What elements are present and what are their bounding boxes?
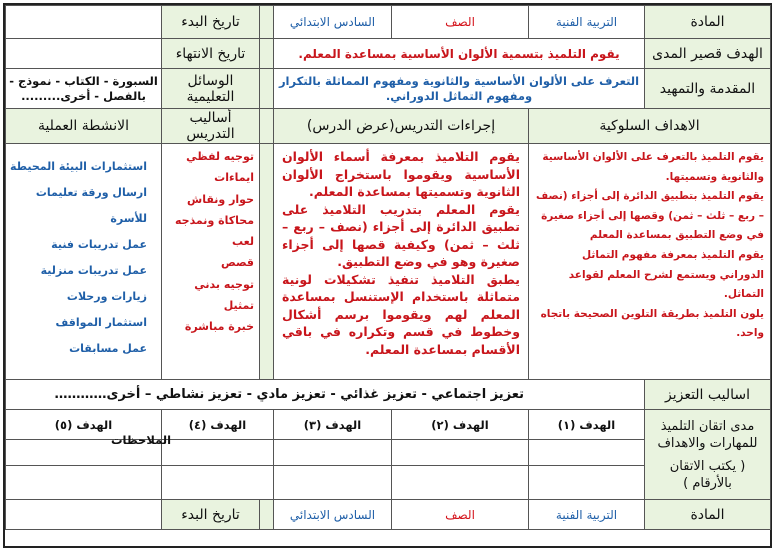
reinforcement-value: تعزيز اجتماعي - تعزيز غذائي - تعزيز مادي - تعزيز نشاطي – أخرى………… xyxy=(6,380,645,410)
spacer-cell xyxy=(260,39,274,69)
behavioral-goal-item: يقوم التلميذ بتطبيق الدائرة إلى أجزاء (نصف – ربع – ثلث – ثمن) وقصها إلى أجزاء صغيرة في وضع التطبيق بمساعدة المعلم xyxy=(535,190,764,242)
activity-item: عمل تدريبات منزلية xyxy=(40,264,147,277)
short-goal-value: يقوم التلميذ بتسمية الألوان الأساسية بمساعدة المعلم. xyxy=(274,39,645,69)
behavioral-goal-item: يقوم التلميذ بالتعرف على الألوان الأساسية والثانوية وتسميتها. xyxy=(542,151,764,183)
procedures-header: إجراءات التدريس(عرض الدرس) xyxy=(274,109,529,144)
goal-4-extra xyxy=(162,466,274,500)
activity-item: استثمار المواقف xyxy=(55,316,147,329)
class-value: السادس الابتدائي xyxy=(274,6,392,39)
method-item: حوار ونقاش xyxy=(187,192,254,206)
method-item: محاكاة ونمذجه xyxy=(174,213,254,227)
goal-1-extra xyxy=(529,466,645,500)
aids-value: السبورة - الكتاب - نموذج - بالفصل - أخرى......... xyxy=(6,69,162,109)
activities-header: الانشطة العملية xyxy=(6,109,162,144)
spacer-cell xyxy=(260,144,274,380)
mastery-label: مدى اتقان التلميذ للمهارات والاهداف xyxy=(657,418,758,451)
goal-2-score xyxy=(392,440,529,466)
lesson-plan-frame xyxy=(3,3,772,548)
bottom-class-value: السادس الابتدائي xyxy=(274,500,392,530)
goal-3-header: الهدف (٣) xyxy=(274,410,392,440)
end-date-label: تاريخ الانتهاء xyxy=(162,39,260,69)
goal-3-score xyxy=(274,440,392,466)
method-item: تمثيل xyxy=(223,299,254,313)
procedure-item: يطبق التلاميذ تنفيذ تشكيلات لونية متماثلة باستخدام الإستنسل بمساعدة المعلم لهم ويقوموا برسم أشكال وخطوط في قسم وتكراره في باقي الأقسام بمساعدة المعلم. xyxy=(282,271,520,357)
aids-label: الوسائل التعليمية xyxy=(162,69,260,109)
spacer-cell xyxy=(260,6,274,39)
subject-value: التربية الفنية xyxy=(529,6,645,39)
bottom-start-date-label: تاريخ البدء xyxy=(162,500,260,530)
start-date-value xyxy=(6,6,162,39)
procedures-list xyxy=(274,144,529,380)
spacer-cell xyxy=(260,109,274,144)
bottom-subject-value: التربية الفنية xyxy=(529,500,645,530)
activity-item: ارسال ورقة تعليمات للأسرة xyxy=(35,186,147,225)
spacer-cell xyxy=(260,500,274,530)
procedure-item: يقوم المعلم بتدريب التلاميذ على تطبيق الدائرة إلى أجزاء (نصف – ربع – ثلث – ثمن) وكيفية قصها إلى أجزاء صغيرة وهو في وضع التطبيق. xyxy=(282,201,520,269)
intro-label: المقدمة والتمهيد xyxy=(645,69,771,109)
goal-1-score xyxy=(529,440,645,466)
behavioral-goal-item: يلون التلميذ بطريقة التلوين الصحيحة باتجاه واحد. xyxy=(540,307,764,340)
goal-1-header: الهدف (١) xyxy=(529,410,645,440)
short-goal-label: الهدف قصير المدى xyxy=(645,39,771,69)
activity-item: عمل تدريبات فنية xyxy=(51,238,147,251)
mastery-label-cell xyxy=(645,410,771,500)
spacer-cell xyxy=(260,69,274,109)
activity-item: استثمارات البيئة المحيطة xyxy=(9,160,147,173)
subject-label: المادة xyxy=(645,6,771,39)
method-item: خبرة مباشرة xyxy=(184,320,254,334)
goal-2-extra xyxy=(392,466,529,500)
method-item: توجيه لفظي xyxy=(186,150,254,163)
start-date-label: تاريخ البدء xyxy=(162,6,260,39)
class-label: الصف xyxy=(392,6,529,39)
method-item: توجيه بدني xyxy=(194,277,254,291)
goal-3-extra xyxy=(274,466,392,500)
behavioral-goal-item: يقوم التلميذ بمعرفة مفهوم التماثل الدوراني ويستمع لشرح المعلم لقواعد التماثل. xyxy=(568,248,764,301)
bottom-class-label: الصف xyxy=(392,500,529,530)
activity-item: زيارات ورحلات xyxy=(66,290,147,303)
mastery-note: ( يكتب الاتقان بالأرقام ) xyxy=(669,458,746,491)
goal-5-extra xyxy=(6,466,162,500)
intro-value: التعرف على الألوان الأساسية والثانوية ومفهوم المماثلة بالتكرار ومفهوم التماثل الدوراني. xyxy=(274,69,645,109)
notes-label: الملاحظات xyxy=(110,433,172,447)
reinforcement-label: اساليب التعزيز xyxy=(645,380,771,410)
end-date-value xyxy=(6,39,162,69)
behavioral-goals-header: الاهداف السلوكية xyxy=(529,109,771,144)
goal-5-header: الهدف (٥) xyxy=(6,410,162,440)
bottom-subject-label: المادة xyxy=(645,500,771,530)
goal-4-header: الهدف (٤) xyxy=(162,410,274,440)
procedure-item: يقوم التلاميذ بمعرفة أسماء الألوان الأساسية ويقوموا باستخراج الألوان الثانوية وتسميتها بمساعدة المعلم. xyxy=(282,149,520,199)
activities-list xyxy=(6,144,162,380)
activity-item: عمل مسابقات xyxy=(69,342,147,355)
methods-header: أساليب التدريس xyxy=(162,109,260,144)
goal-2-header: الهدف (٢) xyxy=(392,410,529,440)
behavioral-goals-list xyxy=(529,144,771,380)
methods-list xyxy=(162,144,260,380)
method-item: قصص xyxy=(220,256,254,270)
method-item: ايماءات xyxy=(214,171,254,185)
method-item: لعب xyxy=(232,235,254,249)
bottom-start-date-value xyxy=(6,500,162,530)
lesson-plan-table xyxy=(5,5,771,530)
